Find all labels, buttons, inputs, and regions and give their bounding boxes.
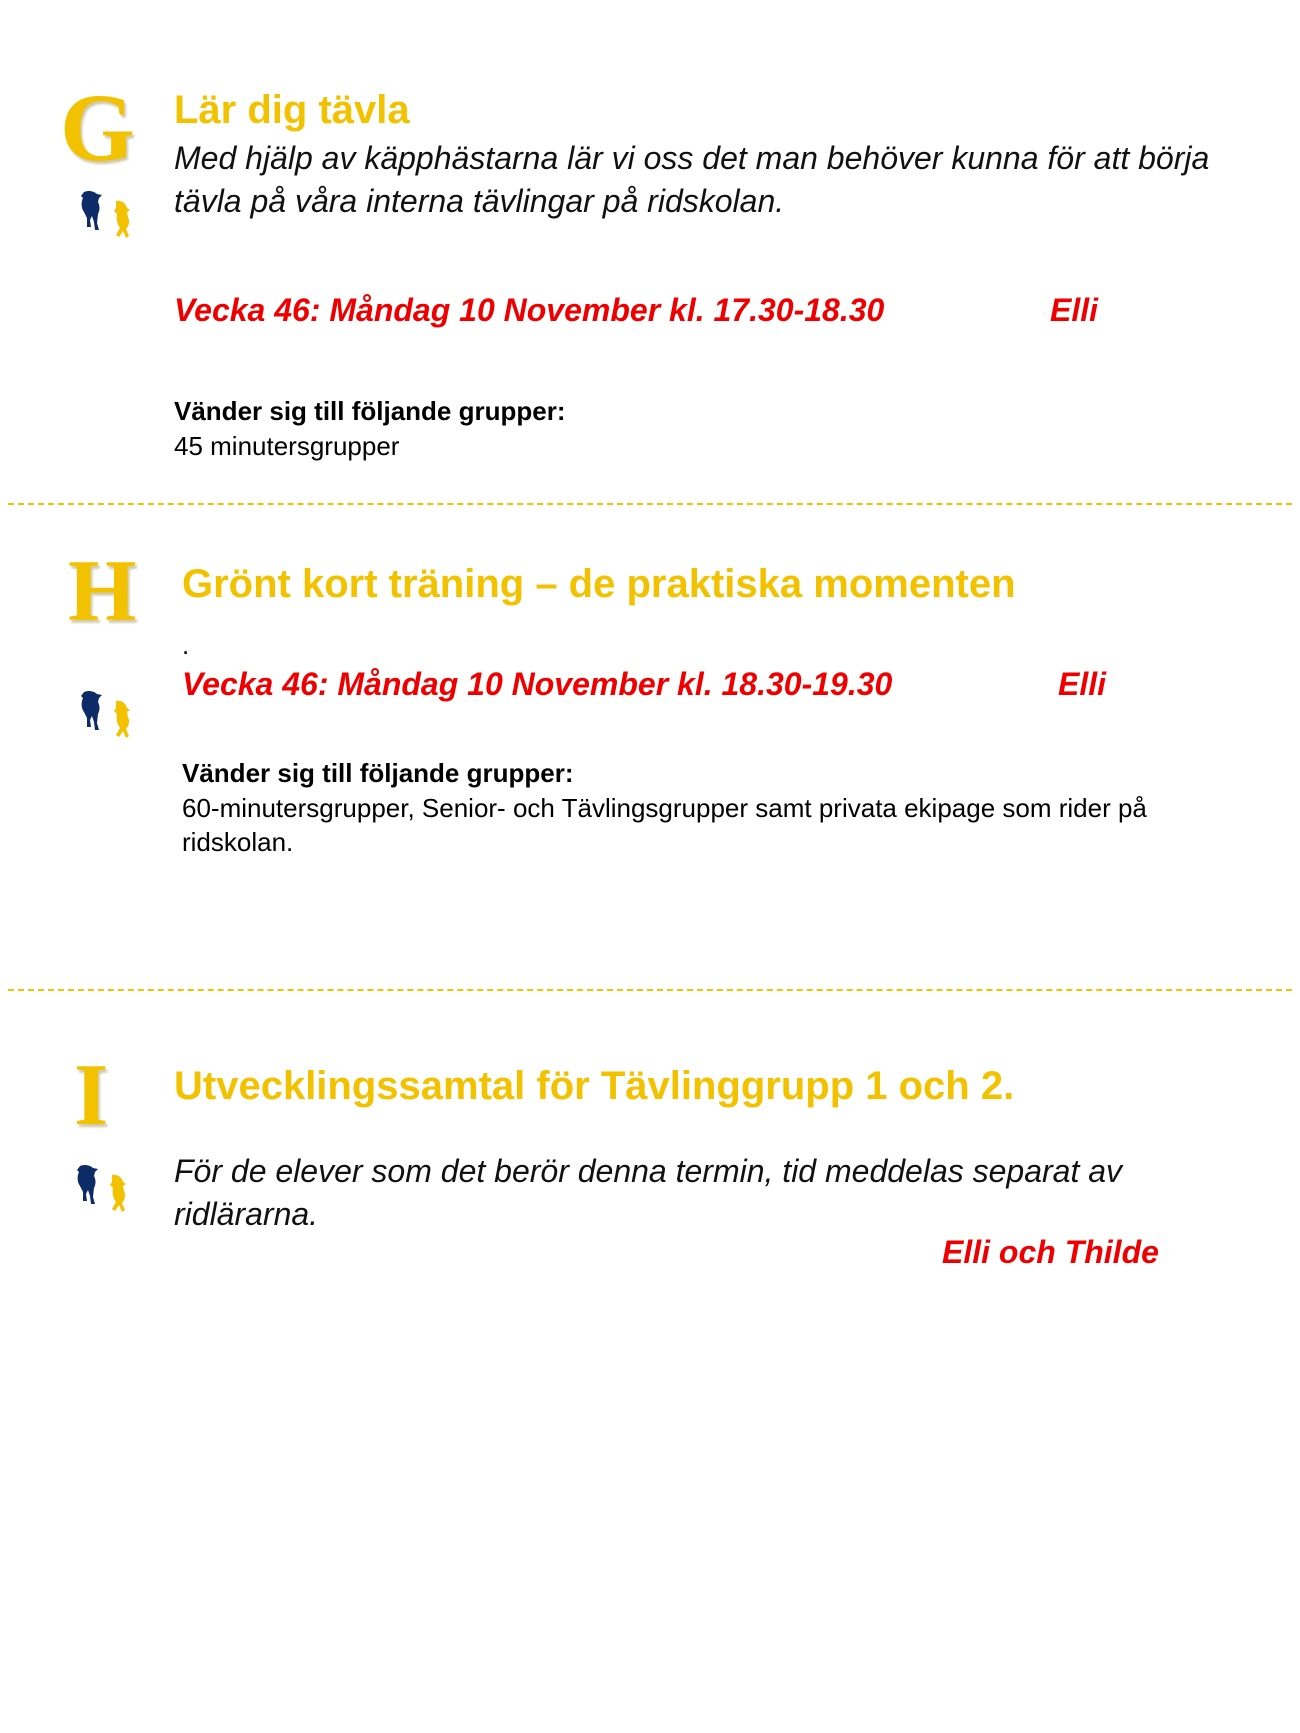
session-instructor: Elli <box>1058 666 1107 702</box>
groups-heading: Vänder sig till följande grupper: <box>182 758 574 788</box>
section-intro: För de elever som det berör denna termin, tid meddelas separat av ridlärarna. <box>174 1153 1123 1232</box>
horse-silhouettes-icon <box>76 688 138 740</box>
groups-heading: Vänder sig till följande grupper: <box>174 396 566 426</box>
section-title: Utvecklingssamtal för Tävlinggrupp 1 och 2. <box>174 1064 1015 1108</box>
horse-silhouettes-icon <box>76 188 138 240</box>
session-date: Vecka 46: Måndag 10 November kl. 17.30-18.30 <box>174 292 885 328</box>
section-letter-h: H <box>68 543 137 640</box>
session-instructor: Elli <box>1050 292 1099 328</box>
section-letter-i: I <box>74 1047 109 1144</box>
section-title: Lär dig tävla <box>174 88 410 132</box>
stray-mark: . <box>182 630 190 660</box>
session-date: Vecka 46: Måndag 10 November kl. 18.30-19.30 <box>182 666 893 702</box>
section-divider <box>8 503 1292 505</box>
section-letter-g: G <box>60 74 135 181</box>
groups-text: 60-minutersgrupper, Senior- och Tävlingsgrupper samt privata ekipage som rider på ridskolan. <box>182 793 1147 857</box>
section-title: Grönt kort träning – de praktiska momenten <box>182 562 1016 606</box>
horse-silhouettes-icon <box>72 1162 134 1214</box>
session-instructor: Elli och Thilde <box>942 1234 1159 1270</box>
section-intro: Med hjälp av käpphästarna lär vi oss det man behöver kunna för att börja tävla på våra interna tävlingar på ridskolan. <box>174 140 1210 219</box>
section-divider <box>8 989 1292 991</box>
groups-text: 45 minutersgrupper <box>174 431 400 461</box>
